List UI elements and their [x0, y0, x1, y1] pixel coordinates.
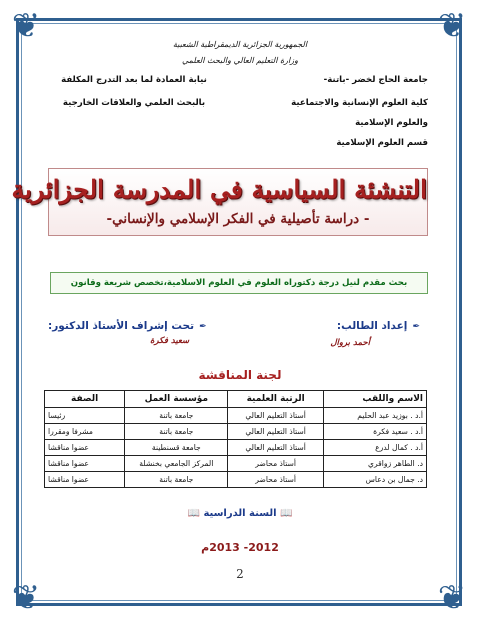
column-header: الاسم واللقب — [323, 391, 426, 408]
member-name: أ.د . بوزيد عبد الحليم — [323, 408, 426, 424]
table-row — [45, 408, 427, 424]
member-rank: أستاذ محاضر — [228, 472, 324, 488]
column-header: الصفة — [45, 391, 125, 408]
supervisor-label: تحت إشراف الأستاذ الدكتور: — [48, 320, 195, 332]
student-heading — [337, 314, 420, 333]
member-institution: جامعة باتنة — [125, 408, 228, 424]
book-icon: 📖 — [187, 508, 200, 519]
member-role: مشرفا ومقررا — [45, 424, 125, 440]
ornament-icon: ❦ — [437, 578, 467, 618]
faculty-name-line2: والعلوم الإسلامية — [355, 118, 428, 128]
ornament-icon: ❦ — [11, 578, 41, 618]
pen-icon: ✒ — [199, 322, 207, 332]
book-icon: 📖 — [280, 508, 293, 519]
page-number: 2 — [236, 567, 244, 581]
member-name: د. جمال بن دعاس — [323, 472, 426, 488]
member-name: أ.د . كمال لدرع — [323, 440, 426, 456]
member-institution: جامعة باتنة — [125, 424, 228, 440]
table-row — [45, 424, 427, 440]
member-rank: أستاذ محاضر — [228, 456, 324, 472]
member-rank: أستاذ التعليم العالي — [228, 408, 324, 424]
student-name: أحمد بروال — [330, 338, 370, 348]
member-role: عضوا مناقشا — [45, 472, 125, 488]
table-row — [45, 472, 427, 488]
column-header: مؤسسة العمل — [125, 391, 228, 408]
pen-icon: ✒ — [412, 322, 420, 332]
committee-header-row — [45, 391, 427, 408]
table-row — [45, 440, 427, 456]
supervisor-name: سعيد فكرة — [150, 336, 190, 346]
member-role: عضوا مناقشا — [45, 456, 125, 472]
member-role: رئيسا — [45, 408, 125, 424]
deanery-name: نيابة العمادة لما بعد التدرج المكلفة — [61, 75, 207, 85]
academic-year-heading — [0, 508, 480, 519]
member-name: د. الطاهر زواقري — [323, 456, 426, 472]
table-row — [45, 456, 427, 472]
degree-banner: بحث مقدم لنيل درجة دكتوراه العلوم في العلوم الاسلامية،تخصص شريعة وقانون — [50, 272, 428, 294]
member-institution: المركز الجامعي بخنشلة — [125, 456, 228, 472]
committee-table — [44, 390, 427, 488]
member-institution: جامعة باتنة — [125, 472, 228, 488]
member-rank: أستاذ التعليم العالي — [228, 424, 324, 440]
thesis-title: التنشئة السياسية في المدرسة الجزائرية — [11, 175, 427, 204]
member-rank: أستاذ التعليم العالي — [228, 440, 324, 456]
academic-year-label: السنة الدراسية — [203, 508, 277, 519]
ornament-icon: ❦ — [437, 6, 467, 46]
column-header: الرتبة العلمية — [228, 391, 324, 408]
ornament-icon: ❦ — [11, 6, 41, 46]
member-role: عضوا مناقشا — [45, 440, 125, 456]
title-box — [11, 168, 428, 236]
member-institution: جامعة قسنطينة — [125, 440, 228, 456]
university-name: جامعة الحاج لخضر -باتنة- — [323, 75, 428, 85]
supervisor-heading — [48, 314, 207, 333]
academic-year-value: 2012- 2013م — [201, 541, 279, 554]
department-name: قسم العلوم الإسلامية — [336, 138, 428, 148]
deanery-name-line2: بالبحث العلمي والعلاقات الخارجية — [62, 98, 206, 108]
thesis-subtitle: - دراسة تأصيلية في الفكر الإسلامي والإنساني- — [106, 211, 370, 227]
committee-title: لجنة المناقشة — [198, 368, 282, 382]
member-name: أ.د . سعيد فكرة — [323, 424, 426, 440]
faculty-name: كلية العلوم الإنسانية والاجتماعية — [291, 98, 428, 108]
ministry-name: وزارة التعليم العالي والبحث العلمي — [182, 56, 298, 65]
student-label: إعداد الطالب: — [336, 320, 408, 332]
republic-name: الجمهورية الجزائرية الديمقراطية الشعبية — [172, 40, 308, 49]
